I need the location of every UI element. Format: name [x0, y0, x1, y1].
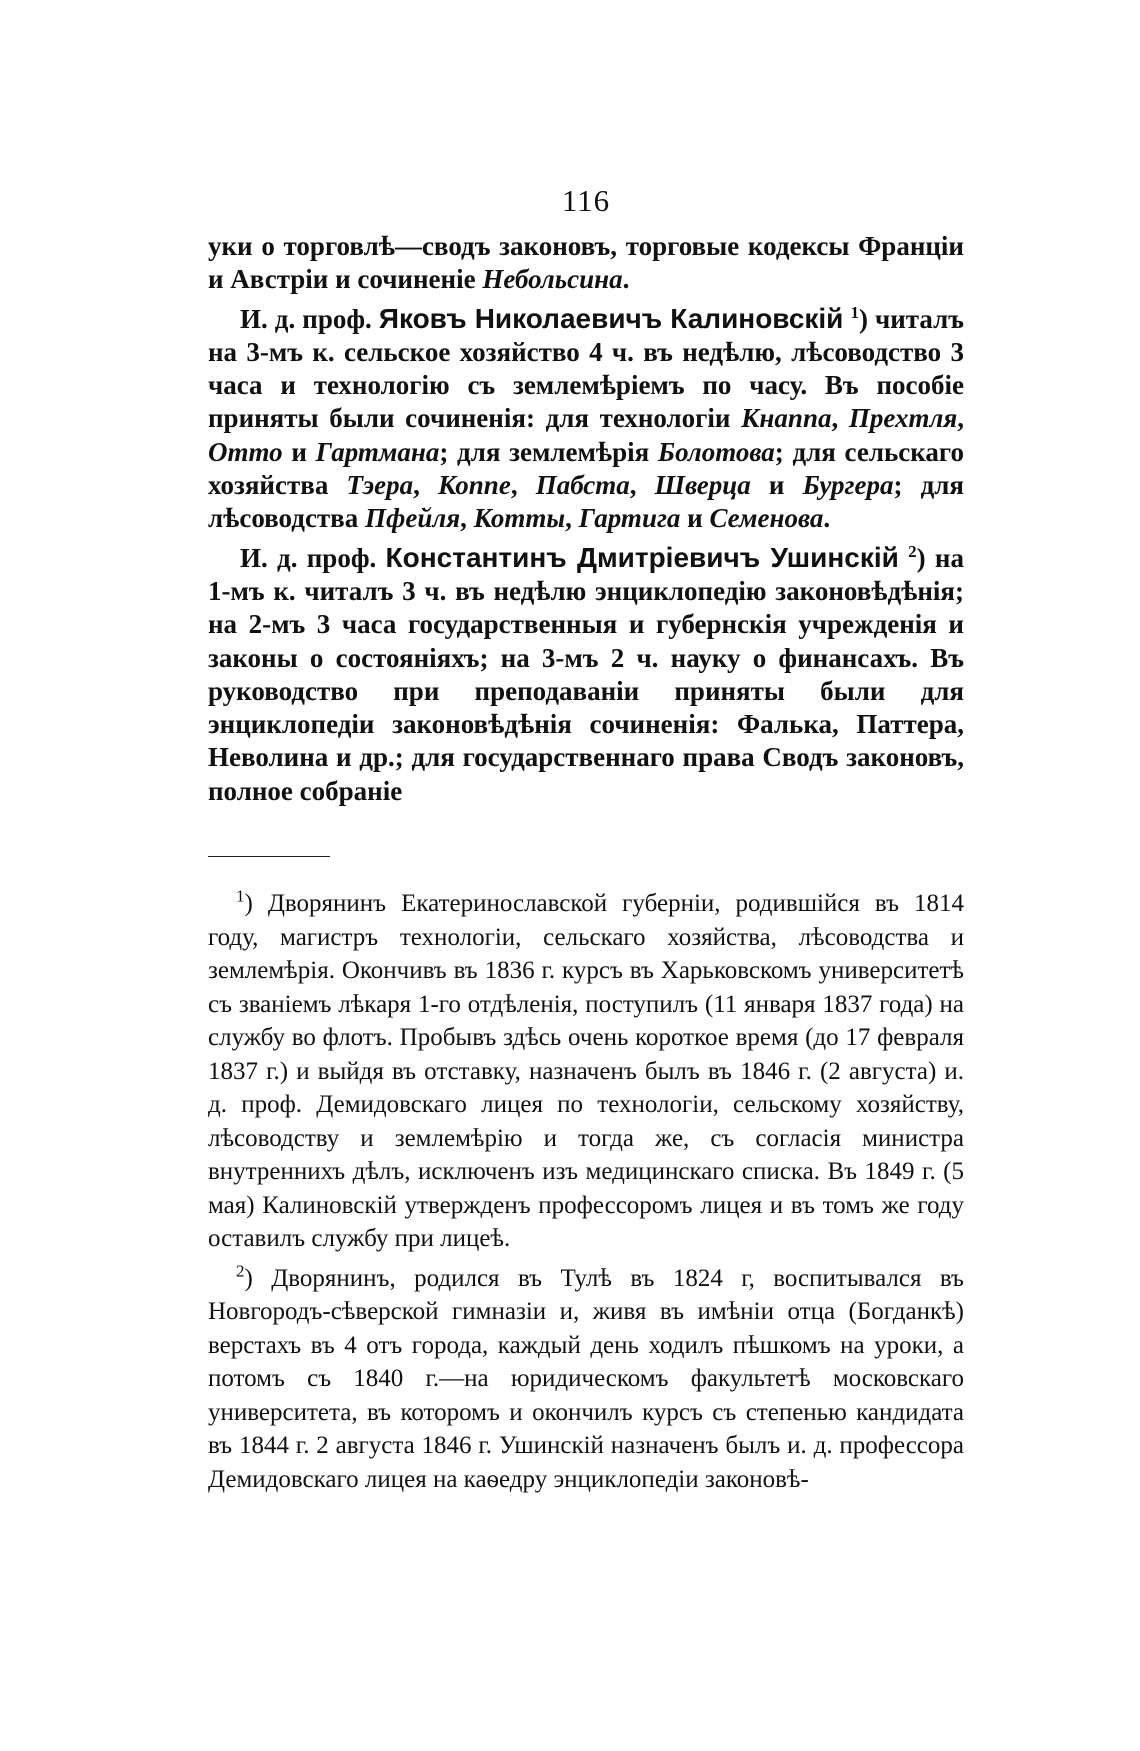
italic-author: Пабста: [535, 470, 630, 501]
book-page: [208, 180, 964, 1720]
footnote-text: ) Дворянинъ, родился въ Тулѣ въ 1824 г, воспитывался въ Новгородъ-сѣверской гимназіи и, живя въ имѣніи отца (Богданкѣ) верстахъ въ 4 отъ города, каждый день ходилъ пѣшкомъ на уроки, а потомъ съ 1840 г.—на юридическомъ факультетѣ московскаго университета, въ которомъ и окончилъ курсъ съ степенью кандидата въ 1844 г. 2 августа 1846 г. Ушинскій назначенъ былъ и. д. профессора Демидовскаго лицея на каѳедру энциклопедіи законовѣ-: [208, 1264, 964, 1493]
italic-author: Гартмана: [315, 436, 440, 467]
paragraph-text: ) на 1-мъ к. читалъ 3 ч. въ недѣлю энциклопедію законовѣдѣнія; на 2-мъ 3 часа государственныя и губернскія учрежденія и законы о состояніяхъ; на 3-мъ 2 ч. науку о финансахъ. Въ руководство при преподаваніи приняты были для энциклопедіи законовѣдѣнія сочиненія: Фалька, Паттера, Неволина и др.; для государственнаго права Сводъ законовъ, полное собраніе: [208, 542, 964, 806]
paragraph-lead: И. д. проф.: [240, 542, 386, 573]
paragraph-ushinsky: [208, 541, 964, 808]
footnote-text: ) Дворянинъ Екатеринославской губерніи, родившійся въ 1814 году, магистръ технологіи, сельскаго хозяйства, лѣсоводства и землемѣрія. Окончивъ въ 1836 г. курсъ въ Харьковскомъ университетѣ съ званіемъ лѣкаря 1-го отдѣленія, поступилъ (11 января 1837 года) на службу во флотъ. Пробывъ здѣсь очень короткое время (до 17 февраля 1837 г.) и выйдя въ отставку, назначенъ былъ въ 1846 г. (2 августа) и. д. проф. Демидовскаго лицея по технологіи, сельскому хозяйству, лѣсоводству и землемѣрію и тогда же, съ согласія министра внутреннихъ дѣлъ, исключенъ изъ медицинскаго списка. Въ 1849 г. (5 мая) Калиновскій утвержденъ профессоромъ лицея и въ томъ же году оставилъ службу при лицеѣ.: [208, 890, 964, 1253]
italic-author: Небольсина: [482, 264, 623, 295]
paragraph-kalinovsky: И. д. проф. Яковъ Николаевичъ Калиновскій $^1$) читалъ на 3-мъ к. сельское хозяйство 4 ч. въ недѣлю, лѣсоводство 3 часа и технологію съ землемѣріемъ по часу. Въ пособіе приняты были сочиненія: для технологіи Кнаппа, Прехтля, Отто и Гартмана; для землемѣрія Болотова; для сельскаго хозяйства Тэера, Коппе, Пабста, Шверца и Бургера; для лѣсоводства Пфейля, Котты, Гартига и Семенова.: [208, 302, 965, 534]
italic-author: Прехтля: [848, 403, 958, 434]
paragraph-text: ) читалъ на 3-мъ к. сельское хозяйство 4 ч. въ недѣлю, лѣсоводство 3 часа и технологію съ землемѣріемъ по часу. Въ пособіе приняты были сочиненія: для технологіи: [208, 303, 965, 434]
footnote-2: [208, 1262, 964, 1497]
italic-author: Кнаппа: [741, 403, 832, 434]
footnote-ref: 2: [908, 541, 917, 561]
italic-author: Шверца: [654, 470, 751, 501]
paragraph-text: уки о торговлѣ—сводъ законовъ, торговые кодексы Франціи и Австріи и сочиненіе: [208, 231, 964, 295]
italic-author: Коппе: [438, 470, 511, 501]
main-text: [208, 230, 964, 808]
italic-author: Отто: [208, 436, 283, 467]
footnote-marker: 1: [236, 886, 245, 906]
italic-author: Тэера: [346, 470, 414, 501]
italic-author: Бургера: [802, 470, 894, 501]
italic-author: Гартига: [578, 503, 681, 534]
italic-author: Пфейля: [365, 503, 461, 534]
page-number: 116: [561, 183, 611, 218]
italic-author: Семенова: [709, 503, 824, 534]
footnotes: [208, 887, 964, 1496]
paragraph-text: .: [622, 264, 630, 295]
person-name: Константинъ Дмитріевичъ Ушинскій: [385, 541, 899, 573]
person-name: Яковъ Николаевичъ Калиновскій: [378, 302, 844, 334]
footnote-1: [208, 887, 964, 1256]
italic-author: Болотова: [657, 436, 775, 467]
footnote-ref: 1: [850, 302, 859, 322]
paragraph-continuation: [208, 230, 964, 297]
italic-author: Котты: [473, 503, 566, 534]
footnote-divider: [208, 856, 330, 857]
footnote-marker: 2: [236, 1261, 245, 1281]
paragraph-lead: И. д. проф.: [240, 303, 379, 334]
